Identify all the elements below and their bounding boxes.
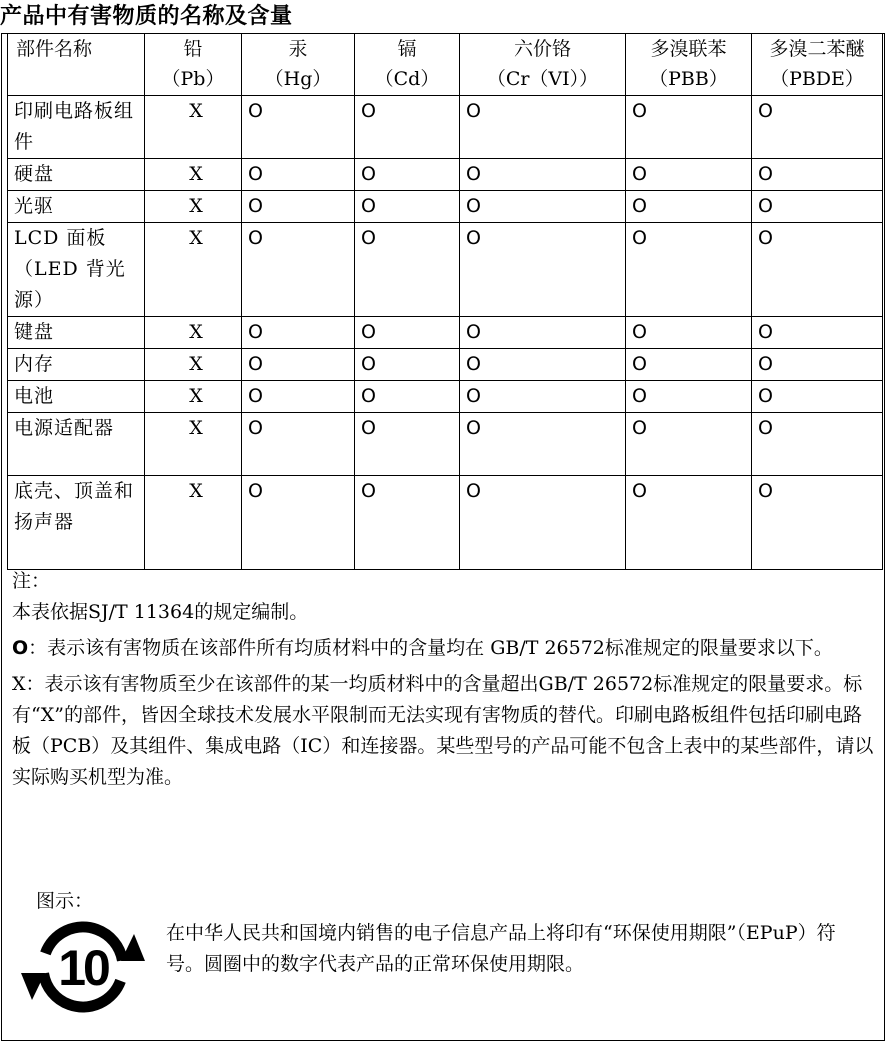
table-row bbox=[8, 191, 883, 223]
cell-value: O bbox=[752, 349, 883, 381]
cell-value: O bbox=[752, 191, 883, 223]
notes-section bbox=[12, 566, 874, 793]
o-text: ：表示该有害物质在该部件所有均质材料中的含量均在 GB/T 26572标准规定的限量要求以下。 bbox=[28, 637, 833, 659]
cell-value: O bbox=[355, 413, 460, 476]
part-name: 印刷电路板组件 bbox=[8, 96, 145, 159]
cell-value: X bbox=[145, 191, 242, 223]
part-name: 键盘 bbox=[8, 317, 145, 349]
cell-value: O bbox=[355, 159, 460, 191]
part-name: 内存 bbox=[8, 349, 145, 381]
cell-value: O bbox=[242, 191, 355, 223]
header-pbb: 多溴联苯 （PBB） bbox=[626, 34, 752, 96]
cell-value: X bbox=[145, 223, 242, 317]
hazardous-substance-table bbox=[7, 33, 883, 570]
cell-value: O bbox=[626, 381, 752, 413]
cell-value: O bbox=[460, 191, 626, 223]
cell-value: O bbox=[355, 191, 460, 223]
table-row bbox=[8, 223, 883, 317]
cell-value: O bbox=[460, 381, 626, 413]
header-part-name: 部件名称 bbox=[8, 34, 145, 96]
cell-value: O bbox=[355, 96, 460, 159]
epup-description: 在中华人民共和国境内销售的电子信息产品上将印有“环保使用期限”（EPuP）符号。圆圈中的数字代表产品的正常环保使用期限。 bbox=[166, 922, 836, 975]
table-row bbox=[8, 476, 883, 570]
header-lead: 铅 （Pb） bbox=[145, 34, 242, 96]
cell-value: O bbox=[460, 96, 626, 159]
cell-value: O bbox=[242, 349, 355, 381]
cell-value: O bbox=[626, 413, 752, 476]
note-o-definition bbox=[12, 633, 874, 664]
cell-value: O bbox=[626, 349, 752, 381]
table-row bbox=[8, 413, 883, 476]
cell-value: O bbox=[752, 159, 883, 191]
cell-value: O bbox=[460, 223, 626, 317]
cell-value: O bbox=[242, 223, 355, 317]
cell-value: O bbox=[752, 223, 883, 317]
cell-value: O bbox=[355, 317, 460, 349]
cell-value: X bbox=[145, 159, 242, 191]
cell-value: X bbox=[145, 476, 242, 570]
table-row bbox=[8, 159, 883, 191]
notes-label: 注： bbox=[12, 570, 51, 592]
cell-value: O bbox=[242, 476, 355, 570]
notes-basis: 本表依据SJ/T 11364的规定编制。 bbox=[12, 601, 309, 623]
cell-value: X bbox=[145, 413, 242, 476]
table-row bbox=[8, 381, 883, 413]
cell-value: O bbox=[752, 96, 883, 159]
note-x-definition bbox=[12, 669, 874, 793]
cell-value: O bbox=[752, 476, 883, 570]
cell-value: X bbox=[145, 317, 242, 349]
table-row bbox=[8, 96, 883, 159]
cell-value: O bbox=[752, 413, 883, 476]
cell-value: O bbox=[355, 476, 460, 570]
table-row bbox=[8, 317, 883, 349]
cell-value: O bbox=[626, 317, 752, 349]
cell-value: O bbox=[752, 381, 883, 413]
cell-value: O bbox=[626, 191, 752, 223]
x-mark: X bbox=[12, 673, 26, 695]
part-name: 电池 bbox=[8, 381, 145, 413]
cell-value: O bbox=[460, 159, 626, 191]
part-name: LCD 面板（LED 背光源） bbox=[8, 223, 145, 317]
header-mercury: 汞 （Hg） bbox=[242, 34, 355, 96]
epup-10-logo-icon bbox=[18, 917, 148, 1017]
cell-value: O bbox=[242, 413, 355, 476]
cell-value: O bbox=[355, 349, 460, 381]
part-name: 硬盘 bbox=[8, 159, 145, 191]
header-cadmium: 镉 （Cd） bbox=[355, 34, 460, 96]
o-mark: O bbox=[12, 637, 29, 659]
cell-value: X bbox=[145, 381, 242, 413]
cell-value: O bbox=[752, 317, 883, 349]
header-pbde: 多溴二苯醚 （PBDE） bbox=[752, 34, 883, 96]
page-title: 产品中有害物质的名称及含量 bbox=[0, 3, 293, 29]
part-name: 底壳、顶盖和扬声器 bbox=[8, 476, 145, 570]
cell-value: O bbox=[626, 159, 752, 191]
cell-value: O bbox=[460, 349, 626, 381]
x-text: ：表示该有害物质至少在该部件的某一均质材料中的含量超出GB/T 26572标准规定的限量要求。标有“X”的部件，皆因全球技术发展水平限制而无法实现有害物质的替代。印刷电路板组件包括印刷电路板（PCB）及其组件、集成电路（IC）和连接器。某些型号的产品可能不包含上表中的某些部件，请以实际购买机型为准。 bbox=[12, 673, 874, 788]
cell-value: O bbox=[242, 317, 355, 349]
table-row bbox=[8, 349, 883, 381]
cell-value: O bbox=[355, 223, 460, 317]
cell-value: O bbox=[626, 96, 752, 159]
cell-value: O bbox=[626, 476, 752, 570]
illustration-label: 图示： bbox=[36, 890, 94, 912]
cell-value: O bbox=[460, 317, 626, 349]
cell-value: O bbox=[626, 223, 752, 317]
cell-value: O bbox=[242, 159, 355, 191]
cell-value: O bbox=[460, 413, 626, 476]
cell-value: O bbox=[460, 476, 626, 570]
header-chromium: 六价铬 （Cr（VI）） bbox=[460, 34, 626, 96]
cell-value: O bbox=[355, 381, 460, 413]
cell-value: X bbox=[145, 349, 242, 381]
epup-number: 10 bbox=[58, 940, 108, 996]
cell-value: O bbox=[242, 381, 355, 413]
part-name: 光驱 bbox=[8, 191, 145, 223]
part-name: 电源适配器 bbox=[8, 413, 145, 476]
table-header-row bbox=[8, 34, 883, 96]
cell-value: X bbox=[145, 96, 242, 159]
cell-value: O bbox=[242, 96, 355, 159]
